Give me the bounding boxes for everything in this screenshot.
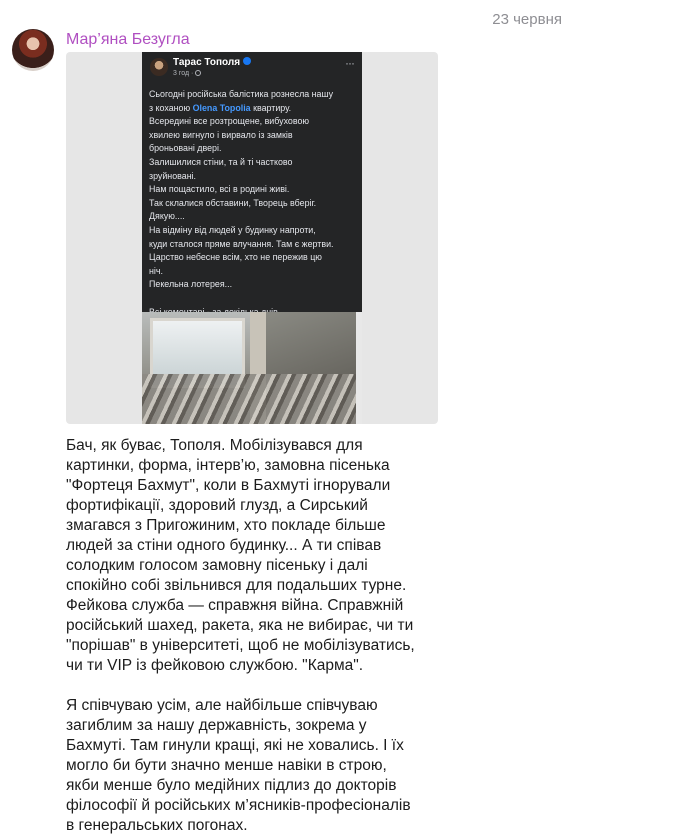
message-line: якби менше було медійних підлиз до докторів bbox=[66, 777, 397, 794]
message-line: Бахмуті. Там гинули кращі, які не ховались. І їх bbox=[66, 737, 404, 754]
fb-text-segment: Так склалися обставини, Творець вберіг. bbox=[149, 197, 317, 208]
fb-tagged-user-link: Olena Topolia bbox=[192, 102, 251, 113]
message-line: Я співчуваю усім, але найбільше співчуваю bbox=[66, 697, 378, 714]
fb-text-line bbox=[149, 251, 355, 265]
fb-text-segment: броньовані двері. bbox=[149, 143, 222, 154]
author-name[interactable]: Мар’яна Безугла bbox=[66, 31, 190, 48]
fb-text-segment: Нам пощастило, всі в родині живі. bbox=[149, 184, 290, 195]
author-avatar[interactable] bbox=[12, 29, 54, 71]
fb-post-text bbox=[142, 84, 362, 333]
message-line: змагався з Пригожиним, хто покладе більше bbox=[66, 517, 386, 534]
paragraph-gap bbox=[66, 676, 446, 696]
fb-text-line bbox=[149, 224, 355, 238]
fb-text-line bbox=[149, 156, 355, 170]
more-options-icon: ··· bbox=[345, 56, 354, 70]
fb-text-segment: Пекельна лотерея... bbox=[149, 279, 233, 290]
verified-badge-icon bbox=[243, 57, 251, 65]
message-line: Фейкова служба — справжня війна. Справжній bbox=[66, 597, 404, 614]
fb-text-segment: хвилею вигнуло і вирвало із замків bbox=[149, 129, 293, 140]
message-text bbox=[66, 436, 446, 836]
message-line: в генеральських погонах. bbox=[66, 817, 248, 834]
message-line: могло би бути значно менше навіки в строю, bbox=[66, 757, 387, 774]
message-line: "порішав" в університеті, щоб не мобілізуватись, bbox=[66, 637, 415, 654]
message-line: філософії й російських м’ясників-професіоналів bbox=[66, 797, 411, 814]
fb-text-line bbox=[149, 210, 355, 224]
photo-edge bbox=[356, 312, 362, 424]
fb-post-photo bbox=[142, 312, 362, 424]
photo-debris bbox=[142, 374, 362, 424]
globe-icon bbox=[195, 70, 201, 76]
fb-text-segment: ніч. bbox=[149, 265, 163, 276]
message-line: людей за стіни одного будинку... А ти співав bbox=[66, 537, 382, 554]
fb-text-segment: Залишилися стіни, та й ті частково bbox=[149, 156, 293, 167]
message-line: чи ти VIP із фейковою службою. "Карма". bbox=[66, 657, 364, 674]
message-line: російський шахед, ракета, яка не вибирає, чи ти bbox=[66, 617, 414, 634]
fb-text-line bbox=[149, 265, 355, 279]
fb-post-header bbox=[142, 52, 362, 84]
message-line: загиблим за нашу державність, зокрема у bbox=[66, 717, 367, 734]
fb-text-segment: Царство небесне всім, хто не пережив цю bbox=[149, 252, 322, 263]
message-line: "Фортеця Бахмут", коли в Бахмуті ігнорували bbox=[66, 477, 391, 494]
fb-text-segment: з коханою bbox=[149, 102, 193, 113]
message-line: солодким голосом замовну пісеньку і далі bbox=[66, 557, 368, 574]
fb-text-line bbox=[149, 238, 355, 252]
fb-text-line bbox=[149, 183, 355, 197]
fb-text-line bbox=[149, 102, 355, 116]
fb-text-segment: зруйновані. bbox=[149, 170, 197, 181]
fb-text-segment: куди сталося пряме влучання. Там є жертви. bbox=[149, 238, 334, 249]
fb-author-name bbox=[173, 57, 251, 68]
fb-text-line bbox=[149, 115, 355, 129]
fb-avatar bbox=[150, 58, 168, 76]
message-date: 23 червня bbox=[492, 11, 562, 28]
fb-post-time-text: 3 год · bbox=[173, 70, 194, 77]
message-line: фортифікації, здоровий глузд, а Сирський bbox=[66, 497, 368, 514]
message-line: картинки, форма, інтерв’ю, замовна пісенька bbox=[66, 457, 390, 474]
fb-text-line bbox=[149, 170, 355, 184]
message-line: Бач, як буває, Тополя. Мобілізувався для bbox=[66, 437, 363, 454]
fb-text-segment: Всередині все розтрощене, вибуховою bbox=[149, 116, 310, 127]
fb-text-line bbox=[149, 292, 355, 306]
fb-text-line bbox=[149, 88, 355, 102]
fb-text-segment: Сьогодні російська балістика рознесла нашу bbox=[149, 89, 334, 99]
facebook-post-screenshot bbox=[142, 52, 362, 424]
fb-text-segment: Дякую.... bbox=[149, 211, 185, 222]
fb-text-line bbox=[149, 142, 355, 156]
fb-text-line bbox=[149, 278, 355, 292]
fb-text-segment: квартиру. bbox=[250, 102, 292, 113]
fb-post-time bbox=[173, 70, 201, 77]
message-line: спокійно собі звільнився для подальших турне. bbox=[66, 577, 407, 594]
fb-author-name-text: Тарас Тополя bbox=[173, 57, 241, 68]
fb-text-segment: На відміну від людей у будинку напроти, bbox=[149, 224, 316, 235]
fb-text-line bbox=[149, 197, 355, 211]
image-attachment[interactable] bbox=[66, 52, 438, 424]
fb-text-line bbox=[149, 129, 355, 143]
